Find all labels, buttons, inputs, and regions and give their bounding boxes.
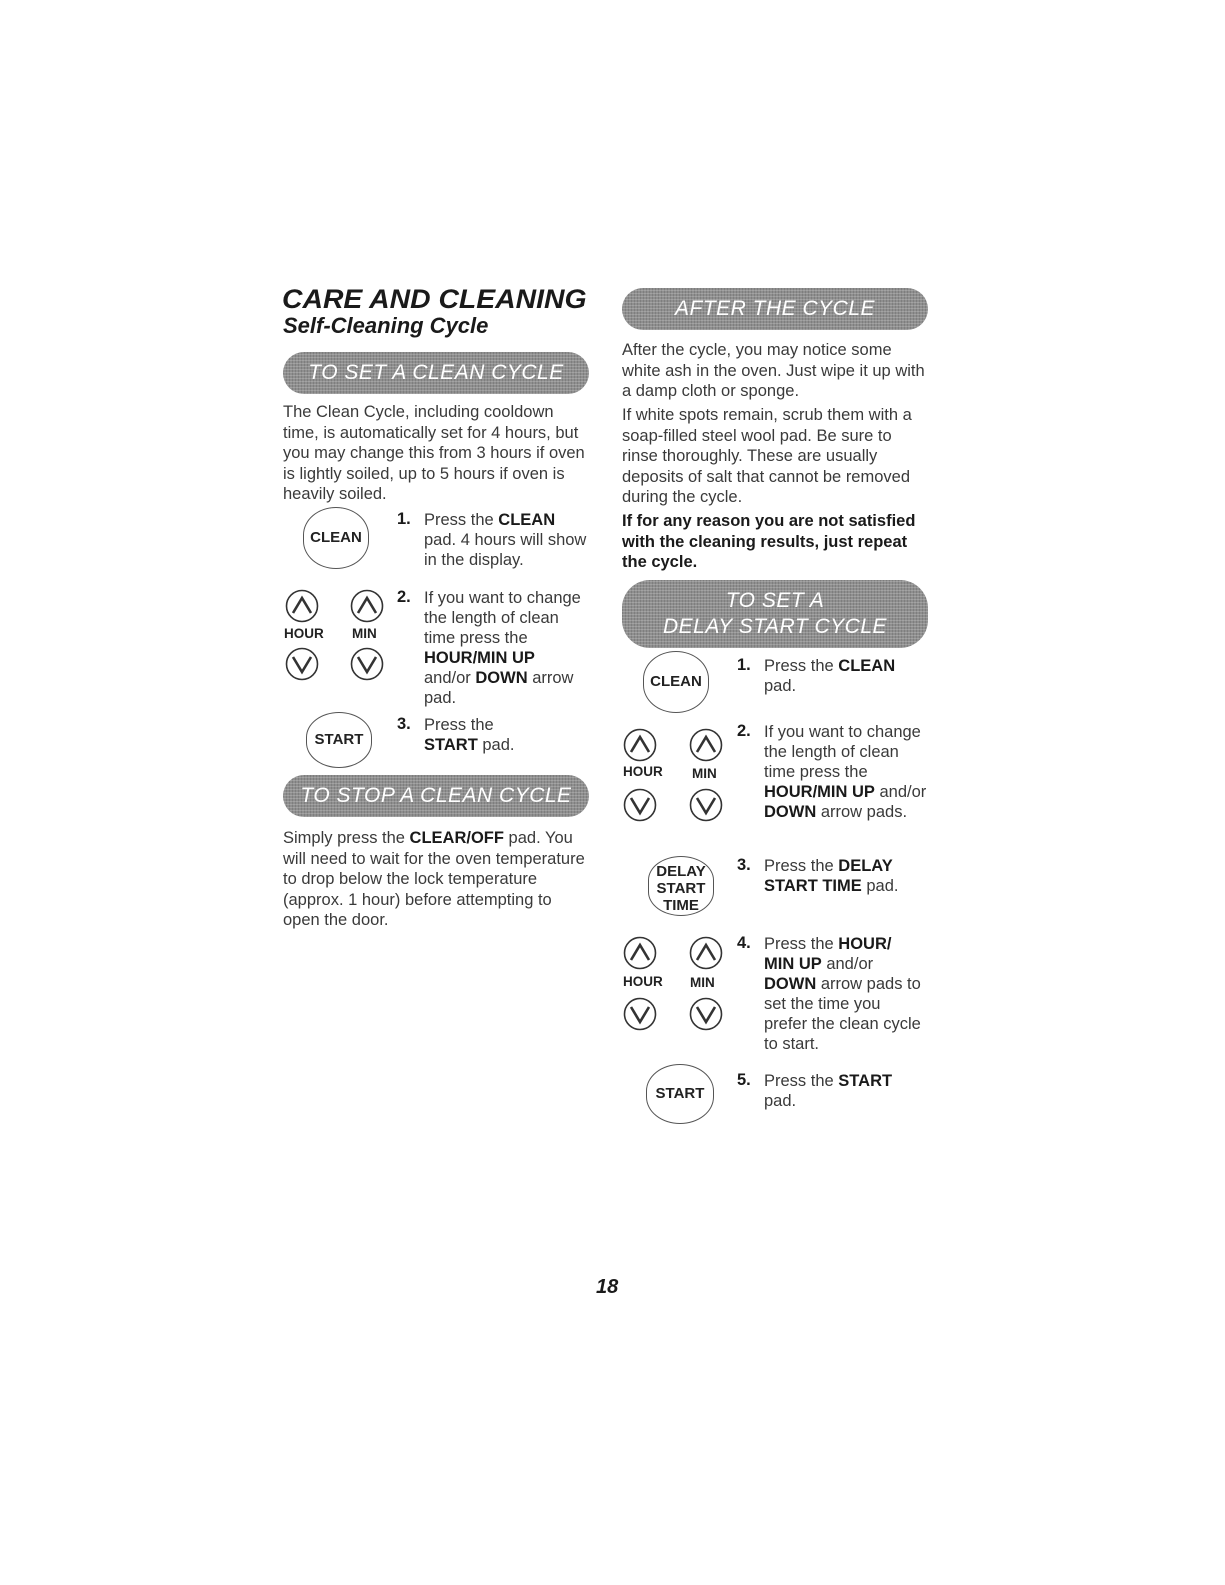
after-paragraph-1: After the cycle, you may notice some white ash in the oven. Just wipe it up with a damp cloth or sponge. [622, 341, 925, 400]
min-down-arrow-icon [350, 647, 384, 681]
banner-after-the-cycle: AFTER THE CYCLE [622, 288, 928, 330]
hour-label: HOUR [284, 626, 324, 641]
hour-up-arrow-icon [285, 589, 319, 623]
hour-up-arrow-icon [623, 936, 657, 970]
delay-start-time-pad-icon [648, 856, 714, 916]
clean-pad-icon: CLEAN [303, 507, 369, 569]
hour-down-arrow-icon [623, 997, 657, 1031]
pad-label-line: DELAY [656, 863, 706, 880]
min-up-arrow-icon [350, 589, 384, 623]
step-text: Press the CLEAN pad. [764, 657, 896, 695]
step-text: Press the DELAY START TIME pad. [764, 857, 899, 895]
hour-label: HOUR [623, 764, 663, 779]
hour-down-arrow-icon [623, 788, 657, 822]
min-down-arrow-icon [689, 788, 723, 822]
banner-stop-clean-cycle: TO STOP A CLEAN CYCLE [283, 775, 589, 817]
step-number: 1. [397, 510, 411, 528]
step-text: Press the START pad. [764, 1072, 893, 1110]
step-number: 2. [737, 722, 751, 740]
min-down-arrow-icon [689, 997, 723, 1031]
banner-delay-start-cycle [622, 580, 928, 648]
step-number: 4. [737, 934, 751, 952]
step-text: Press the CLEAN pad. 4 hours will show in the display. [424, 511, 587, 569]
start-pad-icon: START [306, 712, 372, 768]
after-paragraph-2: If white spots remain, scrub them with a soap-filled steel wool pad. Be sure to rinse thoroughly. These are usually deposits of salt that cannot be removed during the cycle. [622, 406, 912, 506]
set-clean-intro: The Clean Cycle, including cooldown time, is automatically set for 4 hours, but you may change this from 3 hours if oven is lightly soiled, up to 5 hours if oven is heavily soiled. [283, 403, 585, 503]
hour-label: HOUR [623, 974, 663, 989]
after-paragraph-3: If for any reason you are not satisfied with the cleaning results, just repeat the cycle. [622, 512, 916, 571]
stop-clean-text: Simply press the CLEAR/OFF pad. You will need to wait for the oven temperature to drop below the lock temperature (approx. 1 hour) before attempting to open the door. [283, 829, 585, 929]
step-number: 5. [737, 1071, 751, 1089]
step-text: Press the START pad. [424, 716, 515, 754]
step-text: Press the HOUR/ MIN UP and/or DOWN arrow pads to set the time you prefer the clean cycle to start. [764, 935, 921, 1053]
banner-set-clean-cycle: TO SET A CLEAN CYCLE [283, 352, 589, 394]
section-title: CARE AND CLEANING [282, 284, 587, 314]
min-label: MIN [352, 626, 377, 641]
start-pad-icon: START [646, 1064, 714, 1124]
step-number: 3. [397, 715, 411, 733]
subsection-title: Self-Cleaning Cycle [283, 313, 489, 338]
hour-up-arrow-icon [623, 728, 657, 762]
step-number: 3. [737, 856, 751, 874]
step-text: If you want to change the length of clean time press the HOUR/MIN UP and/or DOWN arrow pads. [764, 723, 927, 821]
pad-label-line: START [656, 880, 706, 897]
banner-line-2: DELAY START CYCLE [662, 615, 888, 638]
step-number: 1. [737, 656, 751, 674]
min-up-arrow-icon [689, 936, 723, 970]
min-up-arrow-icon [689, 728, 723, 762]
pad-label-line: TIME [663, 897, 699, 914]
banner-line-1: TO SET A [725, 589, 825, 612]
page-number: 18 [596, 1276, 619, 1298]
clean-pad-icon: CLEAN [643, 651, 709, 713]
hour-down-arrow-icon [285, 647, 319, 681]
min-label: MIN [692, 766, 717, 781]
step-number: 2. [397, 588, 411, 606]
min-label: MIN [690, 975, 715, 990]
step-text: If you want to change the length of clean time press the HOUR/MIN UP and/or DOWN arrow pad. [424, 589, 581, 707]
